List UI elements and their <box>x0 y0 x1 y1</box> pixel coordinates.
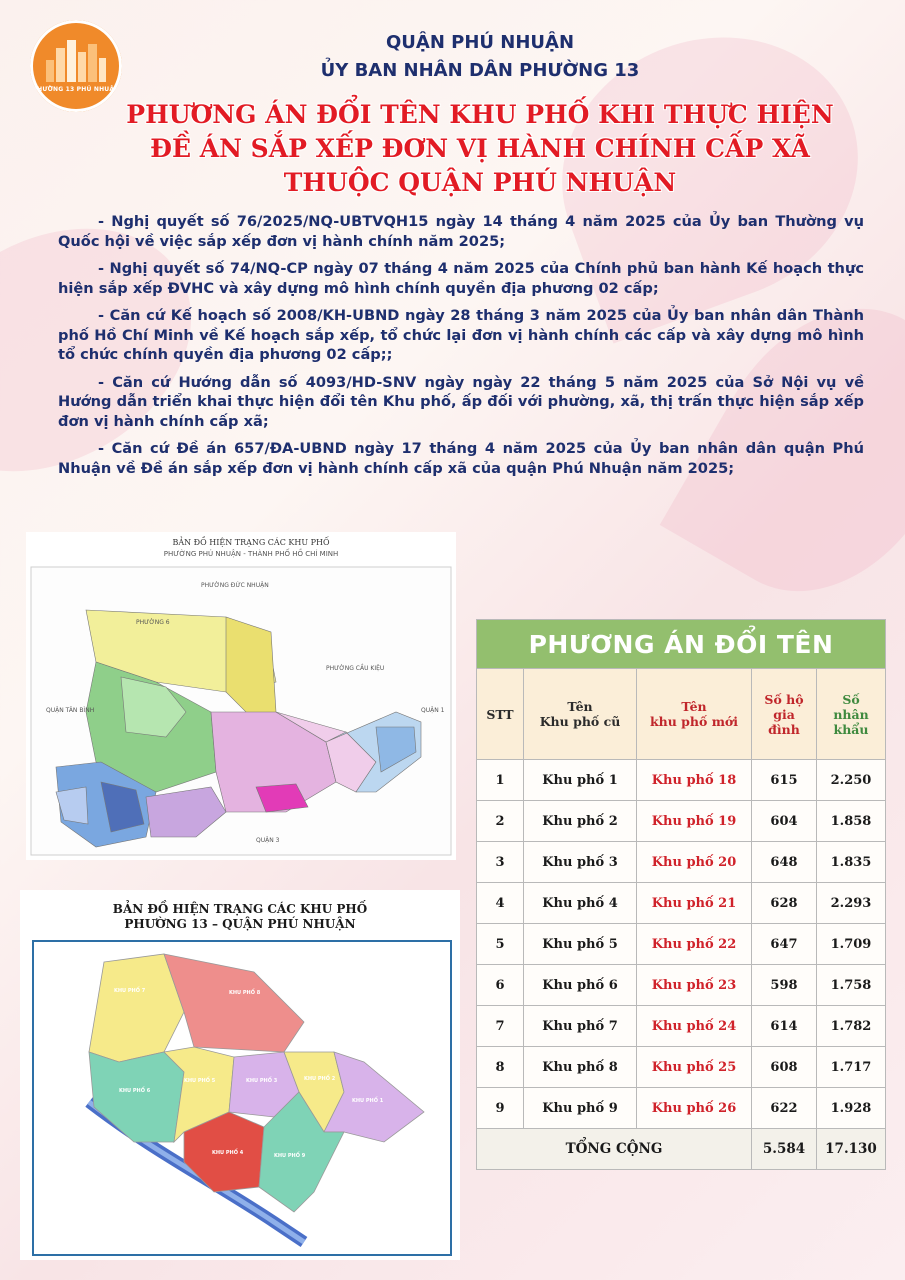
ward-13-map <box>20 890 460 1260</box>
map-label: KHU PHỐ 3 <box>246 1078 278 1084</box>
col-line: đình <box>768 721 800 737</box>
cell-people: 1.717 <box>817 1047 886 1088</box>
map-label: KHU PHỐ 5 <box>184 1078 216 1084</box>
total-people: 17.130 <box>817 1129 886 1170</box>
table-row <box>477 760 886 801</box>
cell-people: 1.709 <box>817 924 886 965</box>
legal-basis-paragraph: - Nghị quyết số 74/NQ-CP ngày 07 tháng 4 năm 2025 của Chính phủ ban hành Kế hoạch thực hiện sắp xếp ĐVHC và xây dựng mô hình chính quyền địa phương 02 cấp; <box>58 260 864 297</box>
cell-new-name: Khu phố 18 <box>637 760 752 801</box>
cell-new-name: Khu phố 21 <box>637 883 752 924</box>
map-frame <box>32 940 452 1256</box>
map-label: QUẬN TÂN BÌNH <box>46 707 95 714</box>
col-old-name <box>524 669 637 760</box>
table-row <box>477 883 886 924</box>
map-label: KHU PHỐ 9 <box>274 1153 306 1159</box>
cell-new-name: Khu phố 26 <box>637 1088 752 1129</box>
table-row <box>477 801 886 842</box>
map-subtitle: PHƯỜNG PHÚ NHUẬN - THÀNH PHỐ HỒ CHÍ MINH <box>163 550 339 558</box>
city-skyline-icon <box>44 38 108 82</box>
cell-old-name: Khu phố 8 <box>524 1047 637 1088</box>
cell-old-name: Khu phố 6 <box>524 965 637 1006</box>
cell-stt: 2 <box>477 801 524 842</box>
cell-stt: 5 <box>477 924 524 965</box>
cell-people: 1.858 <box>817 801 886 842</box>
map-label: KHU PHỐ 2 <box>304 1076 336 1082</box>
cell-households: 608 <box>752 1047 817 1088</box>
cell-households: 615 <box>752 760 817 801</box>
title-line: ĐỀ ÁN SẮP XẾP ĐƠN VỊ HÀNH CHÍNH CẤP XÃ <box>150 134 810 163</box>
cell-old-name: Khu phố 4 <box>524 883 637 924</box>
map-label: PHƯỜNG 6 <box>136 619 170 626</box>
col-people <box>817 669 886 760</box>
total-row <box>477 1129 886 1170</box>
cell-old-name: Khu phố 3 <box>524 842 637 883</box>
map-label: KHU PHỐ 6 <box>119 1088 151 1094</box>
legal-basis-paragraph: - Nghị quyết số 76/2025/NQ-UBTVQH15 ngày 14 tháng 4 năm 2025 của Ủy ban Thường vụ Quốc hội về việc sắp xếp đơn vị hành chính năm 2025; <box>58 213 864 250</box>
cell-old-name: Khu phố 5 <box>524 924 637 965</box>
cell-old-name: Khu phố 2 <box>524 801 637 842</box>
map-label: QUẬN 1 <box>421 707 445 714</box>
document-title <box>90 98 870 200</box>
district-name: QUẬN PHÚ NHUẬN <box>385 32 575 53</box>
cell-new-name: Khu phố 23 <box>637 965 752 1006</box>
legal-basis-paragraph: - Căn cứ Kế hoạch số 2008/KH-UBND ngày 28 tháng 3 năm 2025 của Ủy ban nhân dân Thành phố Hồ Chí Minh về Kế hoạch sắp xếp, tổ chức lại đơn vị hành chính các cấp và xây dựng mô hình tổ chức chính quyền địa phương 02 cấp;; <box>58 307 864 363</box>
col-line: khẩu <box>833 721 869 737</box>
col-line: gia <box>773 706 795 722</box>
cell-new-name: Khu phố 20 <box>637 842 752 883</box>
table-row <box>477 924 886 965</box>
col-line: nhân <box>833 706 869 722</box>
map-label: QUẬN 3 <box>256 837 280 844</box>
legal-basis-paragraph: - Căn cứ Đề án 657/ĐA-UBND ngày 17 tháng 4 năm 2025 của Ủy ban nhân dân quận Phú Nhuận về Đề án sắp xếp đơn vị hành chính cấp xã của quận Phú Nhuận năm 2025; <box>58 440 864 477</box>
table-row <box>477 1047 886 1088</box>
cell-people: 2.250 <box>817 760 886 801</box>
cell-old-name: Khu phố 9 <box>524 1088 637 1129</box>
cell-households: 648 <box>752 842 817 883</box>
table-title: PHƯƠNG ÁN ĐỔI TÊN <box>477 620 886 669</box>
map-label: PHƯỜNG CẦU KIỆU <box>326 665 385 672</box>
cell-new-name: Khu phố 22 <box>637 924 752 965</box>
cell-households: 604 <box>752 801 817 842</box>
cell-households: 598 <box>752 965 817 1006</box>
cell-households: 622 <box>752 1088 817 1129</box>
title-line: THUỘC QUẬN PHÚ NHUẬN <box>283 168 677 197</box>
col-line: Tên <box>681 699 707 714</box>
total-label: TỔNG CỘNG <box>477 1129 752 1170</box>
col-line: khu phố mới <box>649 714 739 729</box>
cell-stt: 3 <box>477 842 524 883</box>
map-label: KHU PHỐ 1 <box>352 1098 384 1104</box>
cell-old-name: Khu phố 1 <box>524 760 637 801</box>
table-row <box>477 1006 886 1047</box>
cell-people: 1.835 <box>817 842 886 883</box>
map-label: PHƯỜNG ĐỨC NHUẬN <box>201 582 269 589</box>
cell-new-name: Khu phố 19 <box>637 801 752 842</box>
total-households: 5.584 <box>752 1129 817 1170</box>
map-title <box>80 902 400 932</box>
cell-stt: 7 <box>477 1006 524 1047</box>
col-line: Số hộ <box>764 691 804 707</box>
cell-new-name: Khu phố 24 <box>637 1006 752 1047</box>
legal-basis-section <box>58 212 864 486</box>
table-row <box>477 842 886 883</box>
map-label: KHU PHỐ 4 <box>212 1150 244 1156</box>
district-map-graphic <box>26 562 456 860</box>
cell-stt: 8 <box>477 1047 524 1088</box>
col-new-name <box>637 669 752 760</box>
cell-households: 647 <box>752 924 817 965</box>
rename-plan-table <box>476 619 886 1170</box>
table-row <box>477 1088 886 1129</box>
map-title-line: PHƯỜNG 13 – QUẬN PHÚ NHUẬN <box>124 917 356 931</box>
cell-households: 614 <box>752 1006 817 1047</box>
legal-basis-paragraph: - Căn cứ Hướng dẫn số 4093/HD-SNV ngày ngày 22 tháng 5 năm 2025 của Sở Nội vụ về Hướng dẫn triển khai thực hiện đổi tên Khu phố, ấp đối với phường, xã, thị trấn thực hiện sắp xếp đơn vị hành chính cấp xã; <box>58 373 864 430</box>
map-title-line: BẢN ĐỒ HIỆN TRẠNG CÁC KHU PHỐ <box>112 902 368 916</box>
district-map <box>26 532 456 860</box>
col-line: Tên <box>567 699 593 714</box>
cell-people: 1.782 <box>817 1006 886 1047</box>
ward-committee-name: ỦY BAN NHÂN DÂN PHƯỜNG 13 <box>320 60 640 81</box>
title-line: PHƯƠNG ÁN ĐỔI TÊN KHU PHỐ KHI THỰC HIỆN <box>126 100 834 129</box>
cell-people: 1.758 <box>817 965 886 1006</box>
table-row <box>477 965 886 1006</box>
cell-new-name: Khu phố 25 <box>637 1047 752 1088</box>
map-label: KHU PHỐ 7 <box>114 988 146 994</box>
cell-people: 1.928 <box>817 1088 886 1129</box>
map-title: BẢN ĐỒ HIỆN TRẠNG CÁC KHU PHỐ <box>172 538 330 547</box>
cell-households: 628 <box>752 883 817 924</box>
col-stt: STT <box>477 669 524 760</box>
col-households <box>752 669 817 760</box>
cell-stt: 6 <box>477 965 524 1006</box>
cell-people: 2.293 <box>817 883 886 924</box>
col-line: Số <box>842 691 860 707</box>
cell-stt: 9 <box>477 1088 524 1129</box>
cell-old-name: Khu phố 7 <box>524 1006 637 1047</box>
map-label: KHU PHỐ 8 <box>229 990 261 996</box>
cell-stt: 1 <box>477 760 524 801</box>
cell-stt: 4 <box>477 883 524 924</box>
ward-map-graphic <box>34 942 450 1254</box>
logo-text: PHƯỜNG 13 PHÚ NHUẬN <box>32 86 120 93</box>
col-line: Khu phố cũ <box>539 714 621 729</box>
